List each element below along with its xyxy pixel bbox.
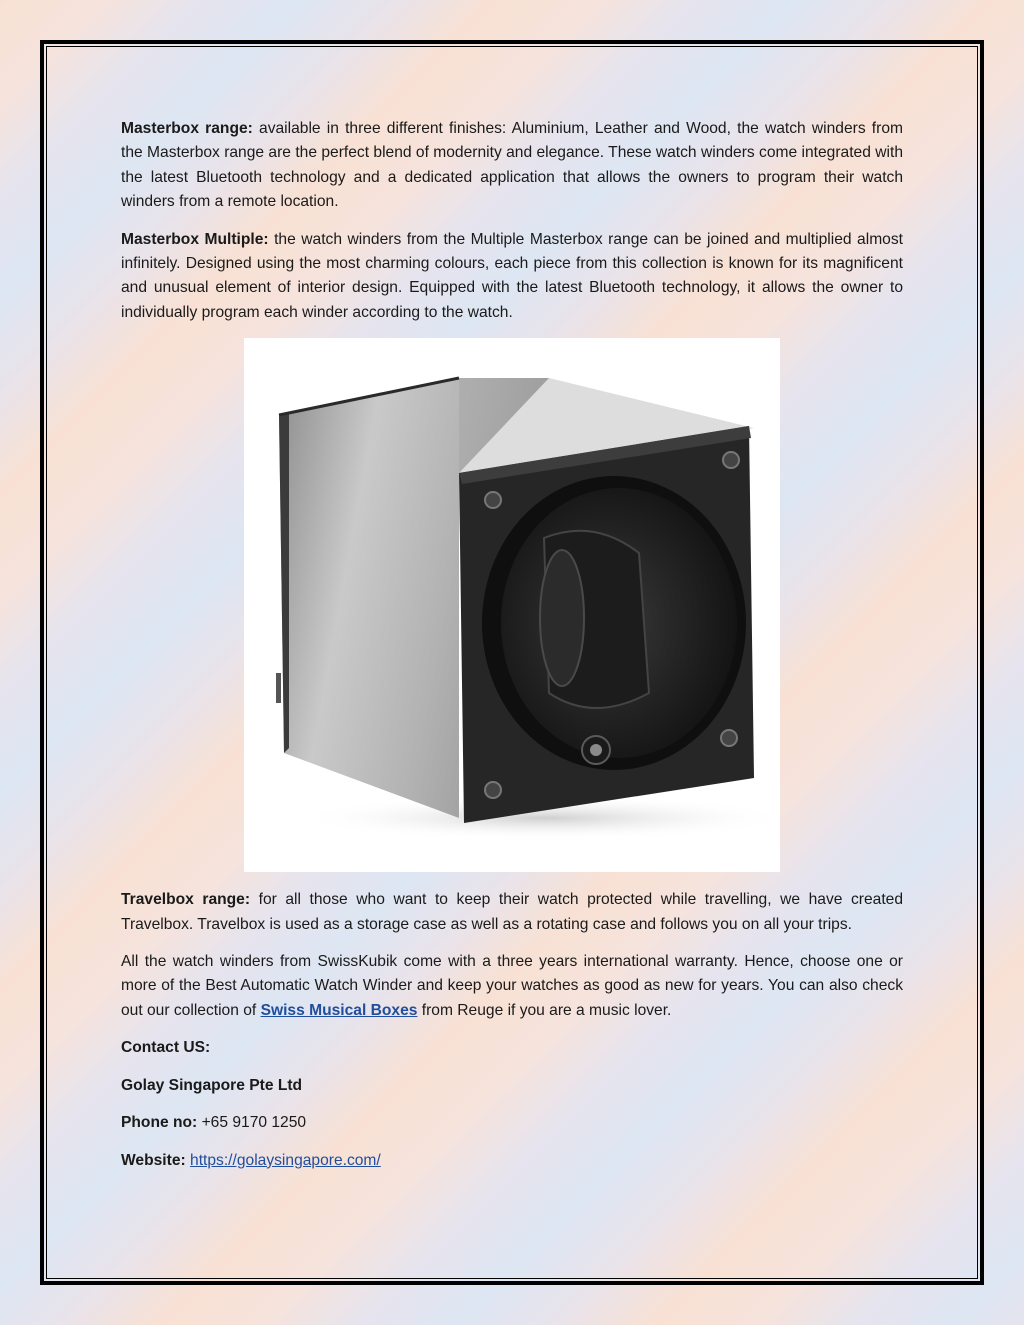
- contact-heading: [121, 1036, 903, 1060]
- masterbox-multiple-label: Masterbox Multiple:: [121, 230, 269, 248]
- warranty-paragraph: [121, 950, 903, 1023]
- travelbox-range-label: Travelbox range:: [121, 891, 251, 909]
- website-line: [121, 1149, 903, 1173]
- masterbox-range-text: available in three different finishes: Aluminium, Leather and Wood, the watch winders from the Masterbox range are the perfect blend of modernity and elegance. These watch winders come integrated with the latest Bluetooth technology and a dedicated application that allows the owners to program their watch winders from a remote location.: [121, 120, 903, 211]
- travelbox-range-text: for all those who want to keep their watch protected while travelling, we have created Travelbox. Travelbox is used as a storage case as well as a rotating case and follows you on all your trips.: [121, 891, 904, 933]
- masterbox-multiple-paragraph: [121, 228, 903, 326]
- masterbox-range-label: Masterbox range:: [121, 120, 253, 137]
- travelbox-range-paragraph: [121, 888, 903, 937]
- watch-winder-image: [244, 338, 780, 872]
- company-name-text: Golay Singapore Pte Ltd: [121, 1076, 303, 1094]
- website-label: Website:: [121, 1151, 186, 1169]
- warranty-text-before: All the watch winders from SwissKubik come with a three years international warranty. Hence, choose one or more of the Best Automatic Watch Winder and keep your watches as good as new for years. You can also check out our collection of: [121, 953, 903, 1019]
- phone-line: [121, 1111, 903, 1135]
- masterbox-range-paragraph: [121, 117, 903, 215]
- website-link[interactable]: https://golaysingapore.com/: [190, 1151, 381, 1169]
- phone-label: Phone no:: [121, 1114, 198, 1132]
- swiss-musical-boxes-link[interactable]: Swiss Musical Boxes: [260, 1001, 418, 1019]
- document-body: [121, 117, 903, 1186]
- phone-value: +65 9170 1250: [197, 1114, 307, 1132]
- warranty-text-after: from Reuge if you are a music lover.: [417, 1001, 672, 1019]
- company-name: [121, 1074, 903, 1098]
- masterbox-multiple-text: the watch winders from the Multiple Masterbox range can be joined and multiplied almost infinitely. Designed using the most charming colours, each piece from this collection is known for its magnificent and unusual element of interior design. Equipped with the latest Bluetooth technology, it allows the owner to individually program each winder according to the watch.: [121, 230, 903, 321]
- contact-heading-text: Contact US:: [121, 1039, 211, 1057]
